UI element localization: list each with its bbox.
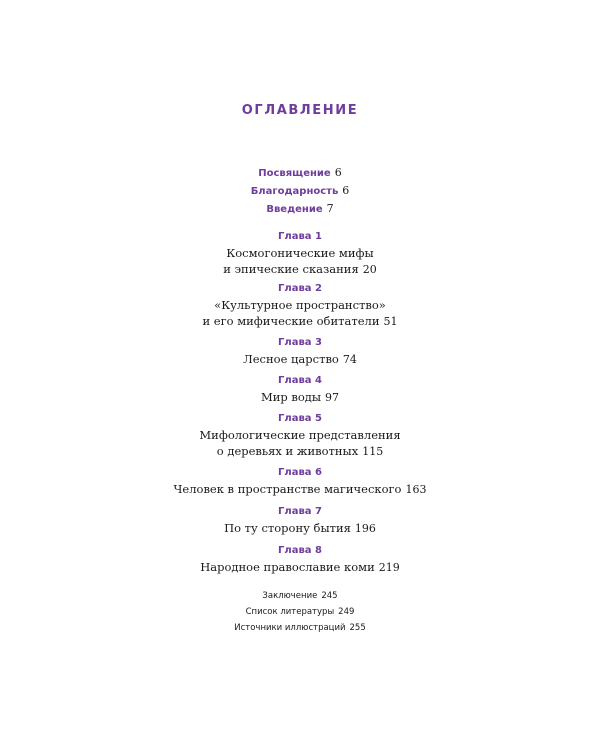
toc-entry[interactable]: [0, 198, 600, 216]
entry-page: 196: [354, 522, 376, 535]
toc-entry[interactable]: [0, 162, 600, 180]
chapter-7[interactable]: [0, 504, 600, 536]
chapter-label: Глава 2: [278, 283, 322, 294]
toc-entry[interactable]: [0, 620, 600, 636]
entry-page: 6: [342, 184, 350, 197]
entry-page: 20: [362, 263, 377, 276]
toc-entry[interactable]: [0, 588, 600, 604]
chapter-title-line: и эпические сказания 20: [223, 262, 377, 276]
chapter-label: Глава 7: [278, 506, 322, 517]
entry-label: Источники иллюстраций: [234, 623, 346, 633]
chapter-title-line: По ту сторону бытия 196: [224, 521, 376, 535]
page-title: ОГЛАВЛЕНИЕ: [241, 103, 359, 118]
entry-page: 163: [405, 483, 427, 496]
entry-page: 219: [378, 561, 400, 574]
chapter-5[interactable]: [0, 411, 600, 459]
toc-entry[interactable]: [0, 180, 600, 198]
chapter-2[interactable]: [0, 281, 600, 329]
entry-label: Посвящение: [258, 168, 331, 179]
chapter-8[interactable]: [0, 543, 600, 575]
chapter-title-line: Мифологические представления: [199, 428, 401, 442]
chapter-label: Глава 8: [278, 545, 322, 556]
entry-page: 255: [349, 623, 366, 633]
chapter-title-line: и его мифические обитатели 51: [202, 314, 398, 328]
entry-page: 97: [325, 391, 340, 404]
front-matter: [0, 162, 600, 216]
chapter-title-line: Космогонические мифы: [226, 246, 374, 260]
chapter-1[interactable]: [0, 229, 600, 277]
chapter-4[interactable]: [0, 373, 600, 405]
chapter-6[interactable]: [0, 465, 600, 497]
entry-label: Введение: [266, 204, 323, 215]
entry-page: 7: [326, 202, 334, 215]
entry-page: 249: [338, 607, 355, 617]
toc-entry[interactable]: [0, 604, 600, 620]
chapter-label: Глава 5: [278, 413, 322, 424]
entry-label: Список литературы: [245, 607, 335, 617]
entry-label: Заключение: [262, 591, 318, 601]
entry-page: 115: [362, 445, 384, 458]
entry-page: 51: [383, 315, 398, 328]
chapter-3[interactable]: [0, 335, 600, 367]
entry-label: Благодарность: [250, 186, 339, 197]
chapter-title-line: Народное православие коми 219: [200, 560, 400, 574]
entry-page: 245: [321, 591, 338, 601]
chapter-title-line: Человек в пространстве магического 163: [173, 482, 427, 496]
entry-page: 6: [334, 166, 342, 179]
chapter-title-line: Мир воды 97: [260, 390, 340, 404]
chapter-title-line: «Культурное пространство»: [214, 298, 386, 312]
chapter-title-line: Лесное царство 74: [243, 352, 357, 366]
entry-page: 74: [342, 353, 357, 366]
chapter-title-line: о деревьях и животных 115: [216, 444, 384, 458]
back-matter: [0, 588, 600, 636]
chapter-label: Глава 4: [278, 375, 322, 386]
chapter-label: Глава 1: [278, 231, 322, 242]
chapter-label: Глава 6: [278, 467, 322, 478]
chapter-label: Глава 3: [278, 337, 322, 348]
